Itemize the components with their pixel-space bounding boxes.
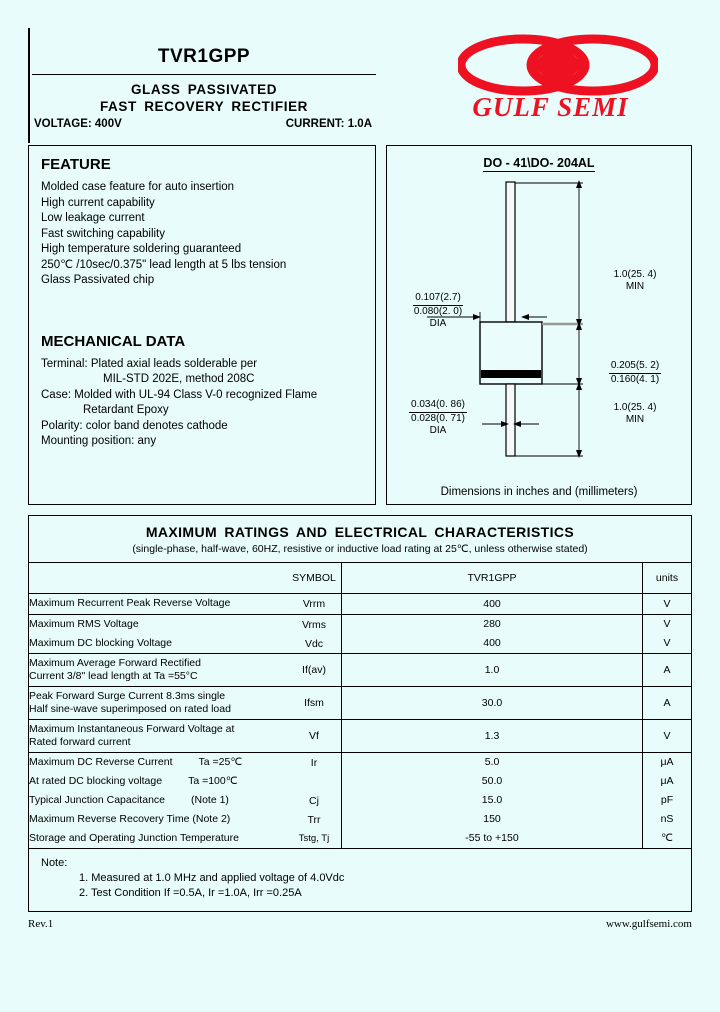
list-item: Fast switching capability xyxy=(41,227,165,240)
row-value: 50.0 xyxy=(481,775,503,788)
list-item: 250℃ /10sec/0.375" lead length at 5 lbs tension xyxy=(41,258,287,271)
table-header-row xyxy=(29,563,691,594)
feature-mechanical-panel xyxy=(28,145,376,505)
row-description: Maximum DC Reverse Current Ta =25℃ xyxy=(29,753,287,773)
row-symbol: Vf xyxy=(287,720,342,753)
gulf-semi-logo-icon xyxy=(458,34,658,96)
table-row xyxy=(29,829,691,848)
ratings-table xyxy=(29,562,691,848)
mid-section xyxy=(28,145,692,505)
row-description: At rated DC blocking voltage Ta =100℃ xyxy=(29,774,238,787)
row-unit: V xyxy=(643,720,692,753)
website-link[interactable]: www.gulfsemi.com xyxy=(605,918,692,930)
logo-wordmark: GULF SEMI xyxy=(472,92,629,122)
table-row xyxy=(29,615,691,635)
table-row xyxy=(29,791,691,810)
row-description: Maximum Average Forward Rectified Current 3/8" lead length at Ta =55°C xyxy=(29,654,287,687)
note-item-2: 2. Test Condition If =0.5A, Ir =1.0A, Irr =0.25A xyxy=(79,887,302,899)
dim-lower-lead-length: 1.0(25. 4) MIN xyxy=(613,402,657,425)
row-symbol: Vrms xyxy=(287,615,342,635)
ratings-section xyxy=(28,515,692,912)
table-row xyxy=(29,594,691,615)
current-rating: CURRENT: 1.0A xyxy=(285,118,372,130)
row-unit: μA xyxy=(643,772,692,791)
row-symbol xyxy=(287,772,342,791)
table-row xyxy=(29,753,691,773)
mech-case: Case: Molded with UL-94 Class V-0 recognized Flame xyxy=(41,388,318,401)
list-item: High temperature soldering guaranteed xyxy=(41,243,242,255)
row-unit: pF xyxy=(643,791,692,810)
row-symbol: Cj xyxy=(287,791,342,810)
row-unit: V xyxy=(643,594,692,615)
ratings-title: MAXIMUM RATINGS AND ELECTRICAL CHARACTERISTICS xyxy=(145,524,575,540)
row-symbol: Trr xyxy=(287,810,342,829)
page-title: TVR1GPP xyxy=(157,46,251,67)
mechanical-heading: MECHANICAL DATA xyxy=(41,332,186,350)
row-symbol: Tstg, Tj xyxy=(287,829,342,848)
col-header-description xyxy=(29,563,287,594)
row-description: Maximum Instantaneous Forward Voltage at Rated forward current xyxy=(29,720,287,753)
feature-heading: FEATURE xyxy=(41,156,111,173)
row-description: Typical Junction Capacitance (Note 1) xyxy=(29,793,229,806)
list-item: Glass Passivated chip xyxy=(41,274,155,286)
row-symbol: Vrrm xyxy=(287,594,342,615)
row-unit: ℃ xyxy=(643,829,692,848)
row-value: 15.0 xyxy=(481,794,503,807)
page-footer xyxy=(28,918,692,930)
col-header-value: TVR1GPP xyxy=(342,563,643,594)
row-symbol: Ir xyxy=(287,753,342,773)
dim-wire-diameter: 0.034(0. 86) 0.028(0. 71) DIA xyxy=(411,399,465,436)
row-description: Maximum RMS Voltage xyxy=(29,615,287,635)
row-value: 400 xyxy=(483,637,501,650)
row-value: 30.0 xyxy=(342,687,643,720)
row-unit: μA xyxy=(643,753,692,773)
list-item: High current capability xyxy=(41,196,155,209)
col-header-symbol: SYMBOL xyxy=(287,563,342,594)
title-block xyxy=(28,28,376,143)
mech-mounting: Mounting position: any xyxy=(41,435,157,447)
list-item: Low leakage current xyxy=(41,212,145,224)
row-unit: A xyxy=(643,654,692,687)
notes-section xyxy=(29,848,691,911)
mech-case-spec: Retardant Epoxy xyxy=(83,404,169,416)
row-description: Maximum Reverse Recovery Time (Note 2) xyxy=(29,812,231,825)
dim-body-diameter: 0.205(5. 2) 0.160(4. 1) xyxy=(610,360,660,385)
row-description: Maximum DC blocking Voltage xyxy=(29,636,172,649)
row-symbol: If(av) xyxy=(287,654,342,687)
product-line-1: GLASS PASSIVATED xyxy=(130,82,278,97)
mechanical-list xyxy=(41,357,363,450)
row-description: Peak Forward Surge Current 8.3ms single Half sine-wave superimposed on rated load xyxy=(29,687,287,720)
row-value: 5.0 xyxy=(342,753,643,773)
table-row xyxy=(29,720,691,753)
package-units-note: Dimensions in inches and (millimeters) xyxy=(440,486,638,498)
row-unit: V xyxy=(643,615,692,635)
row-symbol: Ifsm xyxy=(287,687,342,720)
note-item-1: 1. Measured at 1.0 MHz and applied voltage of 4.0Vdc xyxy=(79,872,345,884)
dim-body-length: 0.107(2.7) 0.080(2. 0) DIA xyxy=(413,292,463,329)
package-drawing-panel xyxy=(386,145,692,505)
revision-label: Rev.1 xyxy=(28,918,54,930)
mech-terminal-spec: MIL-STD 202E, method 208C xyxy=(103,373,255,385)
row-unit: V xyxy=(643,634,692,654)
company-logo xyxy=(428,30,692,142)
row-value: 280 xyxy=(342,615,643,635)
notes-label: Note: xyxy=(41,857,68,869)
row-unit: A xyxy=(643,687,692,720)
row-value: 150 xyxy=(483,813,501,826)
row-symbol: Vdc xyxy=(287,634,342,654)
table-row xyxy=(29,810,691,829)
dim-upper-lead-length: 1.0(25. 4) MIN xyxy=(613,269,657,292)
row-value: 1.0 xyxy=(342,654,643,687)
mech-polarity: Polarity: color band denotes cathode xyxy=(41,419,228,432)
mech-terminal: Terminal: Plated axial leads solderable per xyxy=(41,357,258,370)
row-description: Maximum Recurrent Peak Reverse Voltage xyxy=(29,594,287,615)
table-row xyxy=(29,687,691,720)
ratings-header xyxy=(29,516,691,562)
table-row xyxy=(29,654,691,687)
list-item: Molded case feature for auto insertion xyxy=(41,181,235,193)
package-diagram xyxy=(387,174,691,464)
voltage-rating: VOLTAGE: 400V xyxy=(34,118,122,130)
row-unit: nS xyxy=(643,810,692,829)
table-row xyxy=(29,772,691,791)
col-header-units: units xyxy=(643,563,692,594)
row-description: Storage and Operating Junction Temperature xyxy=(29,831,239,844)
package-title: DO - 41\DO- 204AL xyxy=(483,156,595,170)
product-line-2: FAST RECOVERY RECTIFIER xyxy=(99,99,309,114)
table-row xyxy=(29,634,691,654)
datasheet-page xyxy=(28,28,692,958)
feature-list xyxy=(41,180,363,289)
row-value: -55 to +150 xyxy=(465,832,519,845)
row-value: 1.3 xyxy=(342,720,643,753)
ratings-subtitle: (single-phase, half-wave, 60HZ, resistive or inductive load rating at 25℃, unless otherwise stated) xyxy=(132,543,588,555)
page-header xyxy=(28,28,692,143)
row-value: 400 xyxy=(342,594,643,615)
voltage-current-row xyxy=(32,114,376,130)
